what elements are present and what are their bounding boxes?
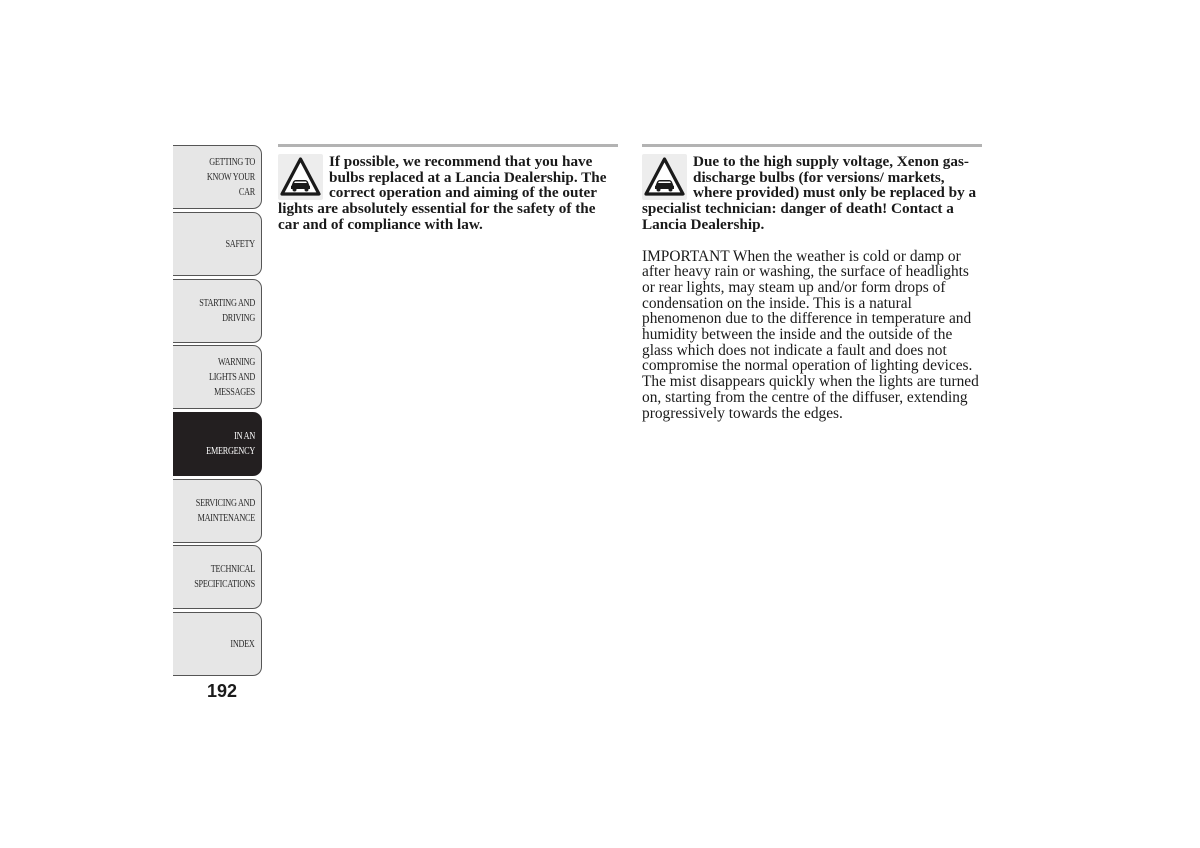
- right-column: [642, 144, 982, 421]
- warning-note: [278, 154, 618, 233]
- warning-triangle-car-icon: [278, 154, 323, 200]
- tab-label: SAFETY: [225, 238, 255, 250]
- warning-text: Due to the high supply voltage, Xenon gas-discharge bulbs (for versions/ markets, where provided) must only be replaced by a specialist technician: danger of death! Contact a Lancia Dealership.: [642, 153, 977, 233]
- tab-label: TECHNICAL SPECIFICATIONS: [194, 564, 255, 590]
- tab-warning-lights-and-messages[interactable]: [173, 345, 262, 409]
- tab-safety[interactable]: [173, 212, 262, 276]
- warning-note: [642, 154, 982, 233]
- tab-index[interactable]: [173, 612, 262, 676]
- tab-label: GETTING TO KNOW YOUR CAR: [206, 156, 255, 198]
- tab-technical-specifications[interactable]: [173, 545, 262, 609]
- tab-label: STARTING AND DRIVING: [199, 298, 255, 324]
- chapter-tabs: [173, 145, 264, 679]
- warning-text: If possible, we recommend that you have bulbs replaced at a Lancia Dealership. The correct operation and aiming of the outer lights are absolutely essential for the safety of the car and of compliance with law.: [278, 153, 607, 233]
- tab-label: WARNING LIGHTS AND MESSAGES: [208, 356, 255, 398]
- tab-in-an-emergency[interactable]: [173, 412, 262, 476]
- tab-label: IN AN EMERGENCY: [206, 431, 255, 457]
- tab-label: SERVICING AND MAINTENANCE: [195, 498, 255, 524]
- tab-starting-and-driving[interactable]: [173, 279, 262, 343]
- important-paragraph: IMPORTANT When the weather is cold or damp or after heavy rain or washing, the surface of headlights or rear lights, may steam up and/or form drops of condensation on the inside. This is a natural phenomenon due to the difference in temperature and humidity between the inside and the outside of the glass which does not indicate a fault and does not compromise the normal operation of lighting devices. The mist disappears quickly when the lights are turned on, starting from the centre of the diffuser, extending progressively towards the edges.: [642, 247, 979, 422]
- tab-servicing-and-maintenance[interactable]: [173, 479, 262, 543]
- section-divider: [642, 144, 982, 147]
- section-divider: [278, 144, 618, 147]
- tab-label: INDEX: [230, 638, 255, 650]
- warning-triangle-car-icon: [642, 154, 687, 200]
- tab-getting-to-know-your-car[interactable]: [173, 145, 262, 209]
- page-number: 192: [207, 681, 238, 701]
- left-column: [278, 144, 618, 233]
